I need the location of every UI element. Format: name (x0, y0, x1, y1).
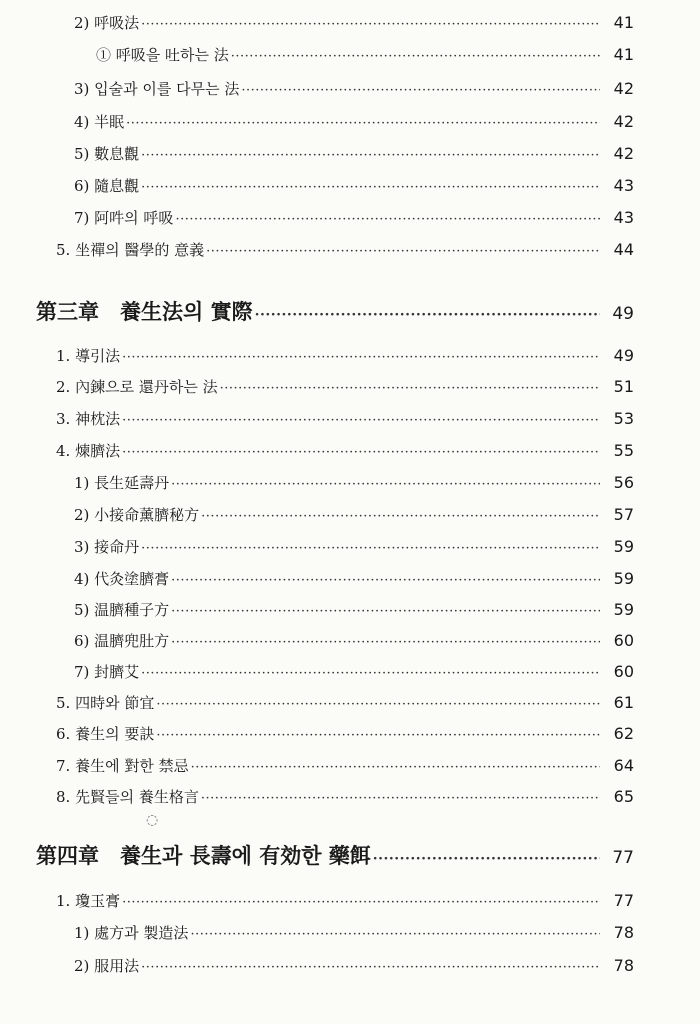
toc-entry (0, 600, 634, 622)
toc-entry (0, 112, 634, 134)
toc-entry-page: 59 (613, 600, 634, 619)
toc-entry-page: 42 (613, 79, 634, 98)
toc-entry-page: 49 (613, 346, 634, 365)
leader-dots (122, 443, 600, 463)
toc-entry-page: 42 (613, 112, 634, 131)
toc-entry (0, 144, 634, 166)
toc-entry-label: 1) 長生延壽丹 (74, 474, 170, 492)
leader-dots (141, 539, 600, 559)
toc-entry-label: 5) 温臍種子方 (74, 601, 170, 619)
leader-dots (141, 958, 600, 978)
chapter-page: 49 (612, 304, 634, 324)
leader-dots (122, 893, 600, 913)
toc-entry-label: 4) 代灸塗臍膏 (74, 570, 170, 588)
leader-dots (231, 47, 600, 67)
toc-entry-label: 4) 半眠 (74, 113, 125, 131)
leader-dots (220, 379, 600, 399)
leader-dots (141, 15, 600, 35)
ink-blot-mark: ◌ (146, 812, 159, 828)
leader-dots (171, 571, 600, 591)
toc-entry-label: 2. 內鍊으로 還丹하는 法 (56, 378, 218, 396)
toc-entry-label: 8. 先賢들의 養生格言 (56, 788, 199, 806)
toc-entry (0, 537, 634, 559)
toc-chapter-heading (0, 299, 634, 328)
leader-dots (122, 348, 600, 368)
toc-entry-page: 77 (613, 891, 634, 910)
toc-entry (0, 891, 634, 913)
toc-entry-label: 2) 服用法 (74, 957, 140, 975)
toc-entry (0, 569, 634, 591)
toc-entry-page: 78 (613, 956, 634, 975)
toc-entry (0, 505, 634, 527)
leader-dots (255, 302, 600, 328)
leader-dots (201, 789, 600, 809)
toc-entry-page: 61 (613, 693, 634, 712)
toc-entry-page: 64 (613, 756, 634, 775)
toc-entry (0, 956, 634, 978)
toc-entry (0, 441, 634, 463)
toc-entry-page: 55 (613, 441, 634, 460)
toc-entry (0, 787, 634, 809)
toc-entry-page: 60 (613, 631, 634, 650)
toc-entry (0, 176, 634, 198)
toc-entry-page: 43 (613, 176, 634, 195)
toc-entry-page: 60 (613, 662, 634, 681)
toc-entry-page: 43 (613, 208, 634, 227)
toc-entry-label: 5. 坐禪의 醫學的 意義 (56, 241, 205, 259)
toc-entry (0, 13, 634, 35)
toc-entry-label: ① 呼吸을 吐하는 法 (96, 46, 229, 64)
toc-entry (0, 662, 634, 684)
leader-dots (171, 475, 600, 495)
toc-entry-page: 57 (613, 505, 634, 524)
toc-entry-label: 3. 神枕法 (56, 410, 121, 428)
toc-entry-page: 51 (613, 377, 634, 396)
toc-entry-label: 2) 小接命薰臍秘方 (74, 506, 200, 524)
leader-dots (126, 114, 600, 134)
toc-entry (0, 473, 634, 495)
chapter-page: 77 (612, 848, 634, 868)
toc-entry-page: 44 (613, 240, 634, 259)
toc-entry-page: 59 (613, 537, 634, 556)
toc-entry (0, 693, 634, 715)
leader-dots (373, 846, 600, 872)
toc-entry (0, 409, 634, 431)
toc-entry-label: 3) 接命丹 (74, 538, 140, 556)
leader-dots (141, 178, 600, 198)
toc-entry (0, 724, 634, 746)
toc-entry (0, 923, 634, 945)
toc-entry-page: 62 (613, 724, 634, 743)
toc-entry (0, 346, 634, 368)
chapter-title: 第四章 養生과 長壽에 有効한 藥餌 (36, 843, 371, 868)
toc-entry-page: 56 (613, 473, 634, 492)
toc-entry-page: 42 (613, 144, 634, 163)
toc-entry-page: 41 (613, 45, 634, 64)
toc-entry-label: 5. 四時와 節宜 (56, 694, 155, 712)
leader-dots (171, 602, 600, 622)
toc-chapter-heading (0, 843, 634, 872)
toc-entry-label: 5) 數息觀 (74, 145, 140, 163)
toc-entry-label: 1. 導引法 (56, 347, 121, 365)
toc-entry-page: 59 (613, 569, 634, 588)
toc-entry-label: 3) 입술과 이를 다무는 法 (74, 80, 240, 98)
toc-entry (0, 377, 634, 399)
leader-dots (122, 411, 600, 431)
leader-dots (191, 758, 600, 778)
toc-entry (0, 756, 634, 778)
toc-entry-label: 1) 處方과 製造法 (74, 924, 189, 942)
toc-entry-page: 53 (613, 409, 634, 428)
toc-entry-label: 4. 煉臍法 (56, 442, 121, 460)
toc-entry-label: 7. 養生에 對한 禁忌 (56, 757, 189, 775)
leader-dots (171, 633, 600, 653)
toc-entry (0, 631, 634, 653)
leader-dots (141, 146, 600, 166)
leader-dots (201, 507, 600, 527)
toc-entry (0, 240, 634, 262)
toc-entry (0, 79, 634, 101)
toc-entry-page: 41 (613, 13, 634, 32)
leader-dots (190, 925, 600, 945)
toc-entry (0, 45, 634, 67)
toc-entry-label: 7) 阿吽의 呼吸 (74, 209, 174, 227)
leader-dots (141, 664, 600, 684)
toc-entry-label: 2) 呼吸法 (74, 14, 140, 32)
toc-entry (0, 208, 634, 230)
leader-dots (156, 726, 600, 746)
toc-entry-label: 6) 温臍兜肚方 (74, 632, 170, 650)
toc-entry-label: 7) 封臍艾 (74, 663, 140, 681)
leader-dots (206, 242, 600, 262)
chapter-title: 第三章 養生法의 實際 (36, 299, 253, 324)
toc-entry-page: 78 (613, 923, 634, 942)
toc-entry-label: 6) 隨息觀 (74, 177, 140, 195)
toc-entry-page: 65 (613, 787, 634, 806)
leader-dots (175, 210, 600, 230)
toc-entry-label: 6. 養生의 要訣 (56, 725, 155, 743)
toc-entry-label: 1. 瓊玉膏 (56, 892, 121, 910)
leader-dots (156, 695, 600, 715)
leader-dots (241, 81, 600, 101)
